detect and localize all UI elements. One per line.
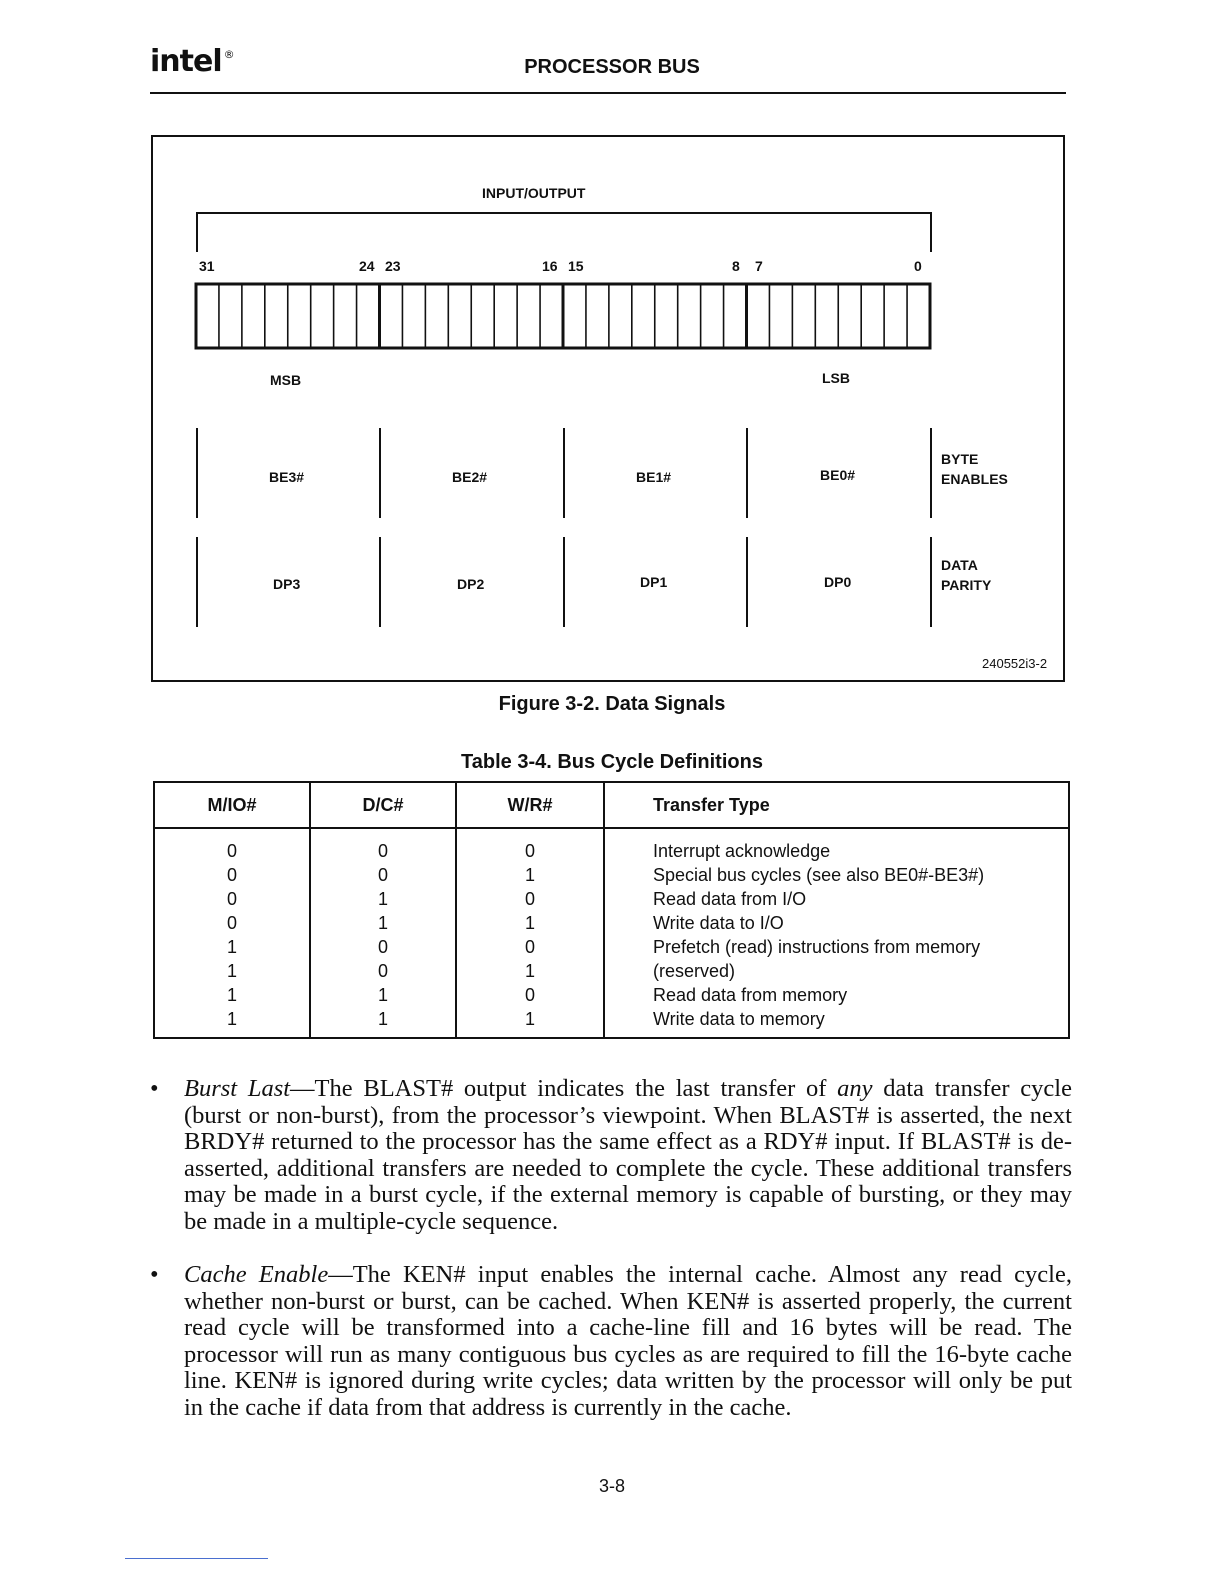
dp2-label: DP2 <box>457 576 485 592</box>
be2-label: BE2# <box>452 469 488 485</box>
table-cell: 0 <box>310 935 456 959</box>
table-cell: 0 <box>310 959 456 983</box>
table-cell: 1 <box>456 911 604 935</box>
table-cell: 1 <box>154 1007 310 1038</box>
bullet-text: data transfer cycle (burst or non-burst), from the processor’s viewpoint. When BLAST# is asserted, the next BRDY# returned to the processor has the same effect as a RDY# input. If BLAST# is de-asserted, additional transfers are needed to complete the cycle. These additional transfers may be made in a burst cycle, if the external memory is capable of bursting, or they may be made in a multiple-cycle sequence. <box>184 1075 1072 1235</box>
column-header: Transfer Type <box>604 782 1069 828</box>
figure-caption: Figure 3-2. Data Signals <box>498 693 726 715</box>
table-cell: 0 <box>310 863 456 887</box>
table-cell: 0 <box>310 828 456 863</box>
be-divider <box>563 428 565 518</box>
be-divider <box>746 428 748 518</box>
table-cell: 1 <box>310 983 456 1007</box>
bit-label-16: 16 <box>542 258 558 274</box>
bit-register-diagram <box>194 282 934 352</box>
intel-logo: intel ® <box>150 44 234 79</box>
bullet-burst-last <box>150 1076 1072 1235</box>
bit-label-15: 15 <box>568 258 584 274</box>
io-bracket-right <box>930 212 932 252</box>
byte-enables-label: BYTE <box>941 451 979 467</box>
dp-divider <box>379 537 381 627</box>
be0-label: BE0# <box>820 467 856 483</box>
data-parity-label: PARITY <box>941 577 992 593</box>
table-row <box>154 1007 1069 1038</box>
bullet-text: —The KEN# input enables the internal cache. Almost any read cycle, whether non-burst or burst, can be cached. When KEN# is asserted properly, the current read cycle will be transformed into a cache-line fill and 16 bytes will be read. The processor will run as many contiguous bus cycles as are required to fill the 16-byte cache line. KEN# is ignored during write cycles; data written by the processor will only be put in the cache if data from that address is currently in the cache. <box>184 1261 1072 1421</box>
figure-frame <box>151 135 1065 682</box>
bullet-term: Burst Last <box>184 1075 291 1102</box>
page-number: 3-8 <box>598 1476 625 1496</box>
footer-link-underline <box>125 1558 268 1559</box>
bit-label-7: 7 <box>755 258 763 274</box>
bullet-term: Cache Enable <box>184 1261 329 1288</box>
dp3-label: DP3 <box>273 576 301 592</box>
io-label: INPUT/OUTPUT <box>482 185 586 201</box>
table-cell: (reserved) <box>604 959 1069 983</box>
table-title: Table 3-4. Bus Cycle Definitions <box>461 751 763 773</box>
table-cell: 0 <box>456 887 604 911</box>
table-cell: 1 <box>154 983 310 1007</box>
dp-divider <box>746 537 748 627</box>
bullet-text: —The BLAST# output indicates the last transfer of <box>290 1075 838 1102</box>
be-divider <box>930 428 932 518</box>
byte-enables-label: ENABLES <box>941 471 1008 487</box>
dp-divider <box>563 537 565 627</box>
be3-label: BE3# <box>269 469 305 485</box>
table-cell: 1 <box>310 887 456 911</box>
table-cell: Special bus cycles (see also BE0#-BE3#) <box>604 863 1069 887</box>
header-rule <box>150 92 1066 94</box>
be-divider <box>196 428 198 518</box>
table-cell: 1 <box>310 1007 456 1038</box>
be1-label: BE1# <box>636 469 672 485</box>
io-bracket-left <box>196 212 198 252</box>
table-row <box>154 911 1069 935</box>
data-parity-label: DATA <box>941 557 978 573</box>
bus-cycle-table <box>153 781 1070 1039</box>
bit-label-8: 8 <box>732 258 740 274</box>
table-cell: 1 <box>456 863 604 887</box>
table-cell: 0 <box>154 828 310 863</box>
column-header: M/IO# <box>154 782 310 828</box>
figure-id: 240552i3-2 <box>982 656 1048 671</box>
table-row <box>154 887 1069 911</box>
dp-divider <box>930 537 932 627</box>
bit-label-31: 31 <box>199 258 215 274</box>
table-row <box>154 828 1069 863</box>
table-cell: Read data from I/O <box>604 887 1069 911</box>
table-row <box>154 935 1069 959</box>
table-cell: 1 <box>456 1007 604 1038</box>
table-cell: 1 <box>154 935 310 959</box>
table-row <box>154 863 1069 887</box>
table-cell: 0 <box>154 911 310 935</box>
dp1-label: DP1 <box>640 574 668 590</box>
bullet-emphasis: any <box>837 1075 873 1102</box>
table-cell: 0 <box>154 863 310 887</box>
column-header: D/C# <box>310 782 456 828</box>
msb-label: MSB <box>270 372 302 388</box>
table-cell: 0 <box>154 887 310 911</box>
table-cell: Read data from memory <box>604 983 1069 1007</box>
table-cell: Prefetch (read) instructions from memory <box>604 935 1069 959</box>
table-cell: 1 <box>310 911 456 935</box>
bit-label-23: 23 <box>385 258 401 274</box>
bit-label-24: 24 <box>359 258 375 274</box>
bullet-dot-icon: • <box>150 1075 159 1102</box>
bit-label-0: 0 <box>914 258 922 274</box>
table-cell: 1 <box>154 959 310 983</box>
bullet-list <box>150 1076 1072 1448</box>
table-row <box>154 983 1069 1007</box>
column-header: W/R# <box>456 782 604 828</box>
dp-divider <box>196 537 198 627</box>
table-cell: 1 <box>456 959 604 983</box>
table-cell: 0 <box>456 935 604 959</box>
bullet-cache-enable <box>150 1262 1072 1421</box>
table-cell: 0 <box>456 983 604 1007</box>
table-cell: Write data to I/O <box>604 911 1069 935</box>
page-header-title: PROCESSOR BUS <box>524 56 700 78</box>
io-bracket-top <box>196 212 932 214</box>
bullet-dot-icon: • <box>150 1261 159 1288</box>
table-cell: Interrupt acknowledge <box>604 828 1069 863</box>
lsb-label: LSB <box>822 370 850 386</box>
table-cell: Write data to memory <box>604 1007 1069 1038</box>
dp0-label: DP0 <box>824 574 852 590</box>
table-header-row <box>154 782 1069 828</box>
table-row <box>154 959 1069 983</box>
table-cell: 0 <box>456 828 604 863</box>
be-divider <box>379 428 381 518</box>
